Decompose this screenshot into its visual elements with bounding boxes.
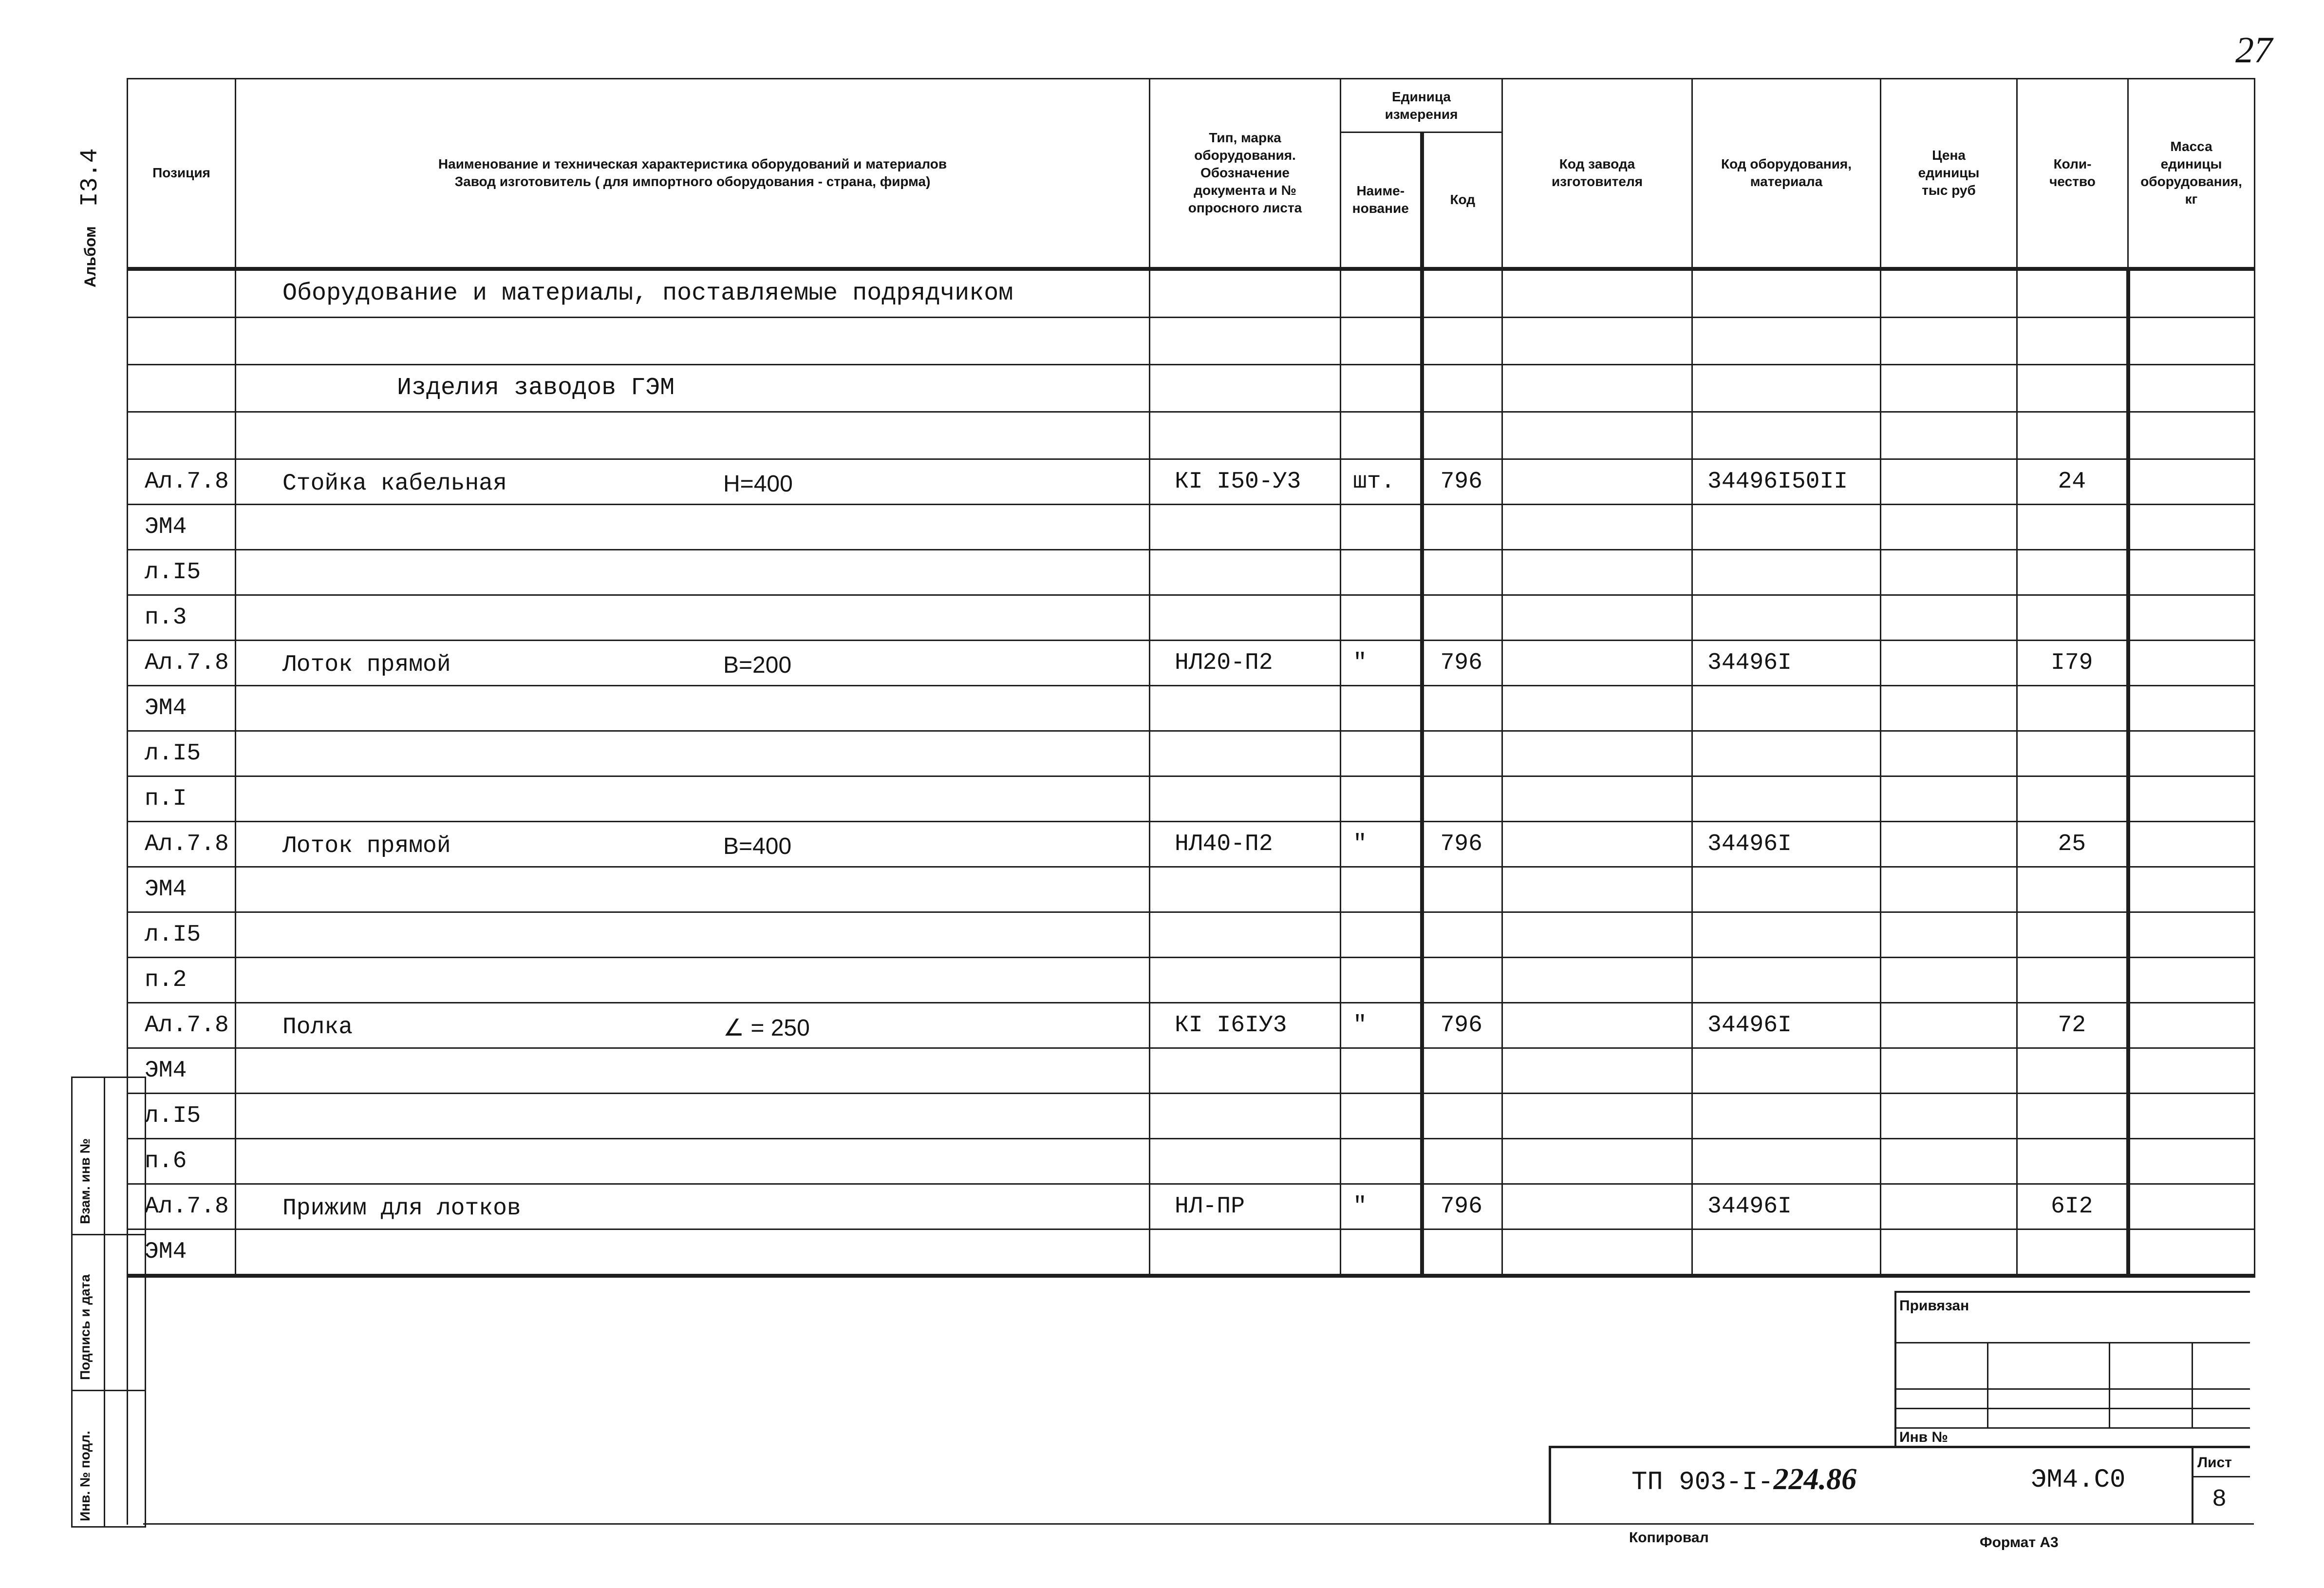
quantity-cell (2017, 957, 2128, 1002)
album-label-text: Альбом (81, 226, 99, 287)
factory-code-cell (1502, 1093, 1692, 1138)
name-cell (236, 957, 1150, 1002)
factory-code-cell (1502, 685, 1692, 731)
mass-cell (2128, 1093, 2255, 1138)
factory-code-cell (1502, 504, 1692, 549)
factory-code-cell (1502, 867, 1692, 912)
type-cell (1150, 776, 1341, 821)
type-cell (1150, 504, 1341, 549)
price-cell (1881, 1229, 2017, 1276)
unit-name-cell (1341, 912, 1422, 957)
factory-code-cell (1502, 912, 1692, 957)
unit-name-cell (1341, 504, 1422, 549)
position-cell: л.I5 (128, 1093, 236, 1138)
price-cell (1881, 867, 2017, 912)
unit-code-cell (1422, 731, 1502, 776)
table-row (128, 776, 2255, 821)
name-cell (236, 504, 1150, 549)
position-cell: ЭМ4 (128, 1229, 236, 1276)
mass-cell (2128, 640, 2255, 685)
mass-cell (2128, 821, 2255, 867)
quantity-cell: 25 (2017, 821, 2128, 867)
price-cell (1881, 912, 2017, 957)
name-cell (236, 1184, 1150, 1229)
name-cell (236, 1138, 1150, 1184)
mass-cell (2128, 504, 2255, 549)
position-cell: ЭМ4 (128, 504, 236, 549)
unit-name-cell (1341, 1048, 1422, 1093)
side-label-inv-sub: Инв. № подл. (77, 1431, 93, 1521)
type-cell: НЛ-ПР (1150, 1184, 1341, 1229)
quantity-cell (2017, 685, 2128, 731)
header-type: Тип, марка оборудования. Обозначение документа и № опросного листа (1150, 79, 1341, 269)
frame-left (127, 1265, 128, 1525)
item-name: Прижим для лотков (282, 1195, 521, 1222)
mass-cell (2128, 685, 2255, 731)
equipment-code-cell (1692, 504, 1881, 549)
table-row (128, 821, 2255, 867)
equipment-code-cell (1692, 549, 1881, 595)
price-cell (1881, 685, 2017, 731)
equipment-code-cell (1692, 776, 1881, 821)
type-cell: НЛ20-П2 (1150, 640, 1341, 685)
type-cell (1150, 1138, 1341, 1184)
table-row (128, 867, 2255, 912)
item-name: Стойка кабельная (282, 470, 507, 497)
unit-code-cell (1422, 1138, 1502, 1184)
unit-code-cell: 796 (1422, 1002, 1502, 1048)
name-cell (236, 1048, 1150, 1093)
item-name: Лоток прямой (282, 832, 451, 859)
table-row (128, 685, 2255, 731)
quantity-cell (2017, 912, 2128, 957)
mass-cell (2128, 867, 2255, 912)
factory-code-cell (1502, 731, 1692, 776)
unit-name-cell: шт. (1341, 459, 1422, 504)
price-cell (1881, 776, 2017, 821)
table-row (128, 640, 2255, 685)
unit-name-cell: " (1341, 1002, 1422, 1048)
unit-code-cell (1422, 1093, 1502, 1138)
unit-name-cell (1341, 731, 1422, 776)
position-cell: п.6 (128, 1138, 236, 1184)
item-name: Полка (282, 1014, 353, 1040)
type-cell (1150, 867, 1341, 912)
unit-code-cell: 796 (1422, 640, 1502, 685)
table-row (128, 595, 2255, 640)
position-cell: Ал.7.8 (128, 821, 236, 867)
unit-name-cell (1341, 1138, 1422, 1184)
section-row-3 (128, 364, 2255, 412)
price-cell (1881, 1002, 2017, 1048)
table-row (128, 1093, 2255, 1138)
factory-code-cell (1502, 1229, 1692, 1276)
sheet-number: 8 (2212, 1486, 2227, 1513)
unit-code-cell (1422, 912, 1502, 957)
position-cell: Ал.7.8 (128, 640, 236, 685)
unit-code-cell: 796 (1422, 1184, 1502, 1229)
position-cell: Ал.7.8 (128, 1002, 236, 1048)
position-cell: ЭМ4 (128, 867, 236, 912)
table-row (128, 957, 2255, 1002)
equipment-code-cell (1692, 912, 1881, 957)
name-cell (236, 731, 1150, 776)
factory-code-cell (1502, 549, 1692, 595)
name-cell (236, 1002, 1150, 1048)
mass-cell (2128, 1048, 2255, 1093)
quantity-cell (2017, 867, 2128, 912)
title-block (1549, 1291, 2250, 1525)
type-cell (1150, 731, 1341, 776)
type-cell: КI I50-У3 (1150, 459, 1341, 504)
name-cell (236, 867, 1150, 912)
unit-code-cell (1422, 1048, 1502, 1093)
position-cell: Ал.7.8 (128, 459, 236, 504)
mass-cell (2128, 459, 2255, 504)
type-cell: НЛ40-П2 (1150, 821, 1341, 867)
unit-name-cell (1341, 957, 1422, 1002)
item-parameter: Н=400 (723, 471, 793, 497)
side-label-vzam: Взам. инв № (77, 1138, 93, 1224)
document-code: ЭМ4.С0 (2031, 1465, 2126, 1495)
position-cell: п.I (128, 776, 236, 821)
quantity-cell (2017, 504, 2128, 549)
equipment-code-cell: 34496I (1692, 1184, 1881, 1229)
factory-code-cell (1502, 459, 1692, 504)
unit-code-cell (1422, 957, 1502, 1002)
equipment-code-cell (1692, 1048, 1881, 1093)
factory-code-cell (1502, 595, 1692, 640)
equipment-code-cell (1692, 867, 1881, 912)
table-row (128, 1229, 2255, 1276)
equipment-code-cell (1692, 685, 1881, 731)
factory-code-cell (1502, 776, 1692, 821)
section-row-2 (128, 317, 2255, 364)
price-cell (1881, 1138, 2017, 1184)
equipment-code-cell (1692, 1138, 1881, 1184)
name-cell (236, 459, 1150, 504)
unit-name-cell (1341, 776, 1422, 821)
type-cell (1150, 957, 1341, 1002)
table-row (128, 1002, 2255, 1048)
type-cell (1150, 912, 1341, 957)
equipment-code-cell: 34496I (1692, 821, 1881, 867)
unit-name-cell: " (1341, 1184, 1422, 1229)
equipment-code-cell (1692, 1229, 1881, 1276)
quantity-cell: 6I2 (2017, 1184, 2128, 1229)
quantity-cell: 72 (2017, 1002, 2128, 1048)
price-cell (1881, 1184, 2017, 1229)
document-number: ТП 903-I-224.86 (1631, 1463, 1857, 1497)
price-cell (1881, 1093, 2017, 1138)
position-cell: ЭМ4 (128, 685, 236, 731)
equipment-code-cell (1692, 1093, 1881, 1138)
mass-cell (2128, 549, 2255, 595)
section-row-4 (128, 412, 2255, 459)
position-cell: л.I5 (128, 731, 236, 776)
item-parameter: ∠ = 250 (723, 1015, 810, 1041)
unit-code-cell (1422, 504, 1502, 549)
unit-code-cell (1422, 685, 1502, 731)
quantity-cell (2017, 1138, 2128, 1184)
position-cell: п.2 (128, 957, 236, 1002)
mass-cell (2128, 776, 2255, 821)
name-cell (236, 821, 1150, 867)
unit-code-cell: 796 (1422, 459, 1502, 504)
stamp-privyazan: Привязан (1899, 1298, 1969, 1314)
price-cell (1881, 549, 2017, 595)
stamp-inv-no: Инв № (1899, 1429, 1948, 1445)
table-row (128, 549, 2255, 595)
header-position: Позиция (128, 79, 236, 269)
table-row (128, 504, 2255, 549)
mass-cell (2128, 912, 2255, 957)
equipment-code-cell (1692, 731, 1881, 776)
unit-code-cell (1422, 595, 1502, 640)
table-row (128, 1184, 2255, 1229)
table-row (128, 912, 2255, 957)
name-cell (236, 776, 1150, 821)
section-row-1 (128, 269, 2255, 318)
name-cell (236, 640, 1150, 685)
header-mass: Масса единицы оборудования, кг (2128, 79, 2255, 269)
table-row (128, 1138, 2255, 1184)
position-cell: ЭМ4 (128, 1048, 236, 1093)
type-cell (1150, 1229, 1341, 1276)
header-equipment-code: Код оборудования, материала (1692, 79, 1881, 269)
header-unit-code: Код (1422, 132, 1502, 269)
mass-cell (2128, 1184, 2255, 1229)
unit-code-cell (1422, 1229, 1502, 1276)
equipment-code-cell (1692, 957, 1881, 1002)
stamp-format: Формат А3 (1980, 1534, 2059, 1550)
equipment-code-cell: 34496I (1692, 1002, 1881, 1048)
factory-code-cell (1502, 1048, 1692, 1093)
mass-cell (2128, 1138, 2255, 1184)
type-cell: КI I6IУ3 (1150, 1002, 1341, 1048)
sheet-label: Лист (2197, 1455, 2232, 1471)
factory-code-cell (1502, 957, 1692, 1002)
album-label (73, 127, 107, 287)
position-cell: л.I5 (128, 549, 236, 595)
quantity-cell (2017, 549, 2128, 595)
unit-name-cell (1341, 549, 1422, 595)
quantity-cell (2017, 776, 2128, 821)
header-quantity: Коли- чество (2017, 79, 2128, 269)
price-cell (1881, 731, 2017, 776)
mass-cell (2128, 1229, 2255, 1276)
unit-code-cell: 796 (1422, 821, 1502, 867)
unit-code-cell (1422, 549, 1502, 595)
section-title-gem: Изделия заводов ГЭМ (397, 374, 675, 402)
quantity-cell (2017, 1048, 2128, 1093)
type-cell (1150, 549, 1341, 595)
price-cell (1881, 821, 2017, 867)
equipment-code-cell: 34496I (1692, 640, 1881, 685)
table-row (128, 731, 2255, 776)
album-number: I3.4 (76, 148, 104, 207)
factory-code-cell (1502, 1184, 1692, 1229)
unit-name-cell (1341, 867, 1422, 912)
price-cell (1881, 595, 2017, 640)
page-number: 27 (2235, 30, 2272, 71)
name-cell (236, 685, 1150, 731)
side-stamp (71, 1077, 146, 1528)
equipment-code-cell (1692, 595, 1881, 640)
unit-name-cell (1341, 595, 1422, 640)
table-row (128, 459, 2255, 504)
price-cell (1881, 640, 2017, 685)
table-row (128, 1048, 2255, 1093)
side-label-sign-date: Подпись и дата (77, 1274, 93, 1380)
specification-table (127, 78, 2255, 1278)
header-unit-name: Наиме- нование (1341, 132, 1422, 269)
unit-code-cell (1422, 776, 1502, 821)
item-name: Лоток прямой (282, 651, 451, 678)
factory-code-cell (1502, 640, 1692, 685)
position-cell: л.I5 (128, 912, 236, 957)
price-cell (1881, 459, 2017, 504)
quantity-cell (2017, 595, 2128, 640)
type-cell (1150, 1093, 1341, 1138)
header-factory-code: Код завода изготовителя (1502, 79, 1692, 269)
item-parameter: В=400 (723, 833, 792, 859)
unit-name-cell (1341, 1229, 1422, 1276)
header-unit: Единица измерения (1341, 79, 1502, 132)
factory-code-cell (1502, 1138, 1692, 1184)
unit-name-cell: " (1341, 821, 1422, 867)
price-cell (1881, 957, 2017, 1002)
mass-cell (2128, 1002, 2255, 1048)
unit-name-cell (1341, 1093, 1422, 1138)
quantity-cell (2017, 731, 2128, 776)
header-price: Цена единицы тыс руб (1881, 79, 2017, 269)
type-cell (1150, 1048, 1341, 1093)
factory-code-cell (1502, 1002, 1692, 1048)
name-cell (236, 595, 1150, 640)
position-cell: Ал.7.8 (128, 1184, 236, 1229)
unit-name-cell (1341, 685, 1422, 731)
unit-code-cell (1422, 867, 1502, 912)
quantity-cell (2017, 1093, 2128, 1138)
factory-code-cell (1502, 821, 1692, 867)
price-cell (1881, 504, 2017, 549)
mass-cell (2128, 957, 2255, 1002)
section-title-contractor: Оборудование и материалы, поставляемые подрядчиком (282, 279, 1013, 307)
name-cell (236, 549, 1150, 595)
name-cell (236, 1093, 1150, 1138)
equipment-code-cell: 34496I50II (1692, 459, 1881, 504)
name-cell (236, 912, 1150, 957)
unit-name-cell: " (1341, 640, 1422, 685)
type-cell (1150, 685, 1341, 731)
name-cell (236, 1229, 1150, 1276)
mass-cell (2128, 595, 2255, 640)
header-name: Наименование и техническая характеристика оборудований и материалов Завод изготовитель ( для импортного оборудования - страна, фирма) (236, 79, 1150, 269)
quantity-cell (2017, 1229, 2128, 1276)
quantity-cell: I79 (2017, 640, 2128, 685)
stamp-copied: Копировал (1629, 1530, 1709, 1546)
position-cell: п.3 (128, 595, 236, 640)
mass-cell (2128, 731, 2255, 776)
quantity-cell: 24 (2017, 459, 2128, 504)
type-cell (1150, 595, 1341, 640)
price-cell (1881, 1048, 2017, 1093)
item-parameter: В=200 (723, 652, 792, 678)
